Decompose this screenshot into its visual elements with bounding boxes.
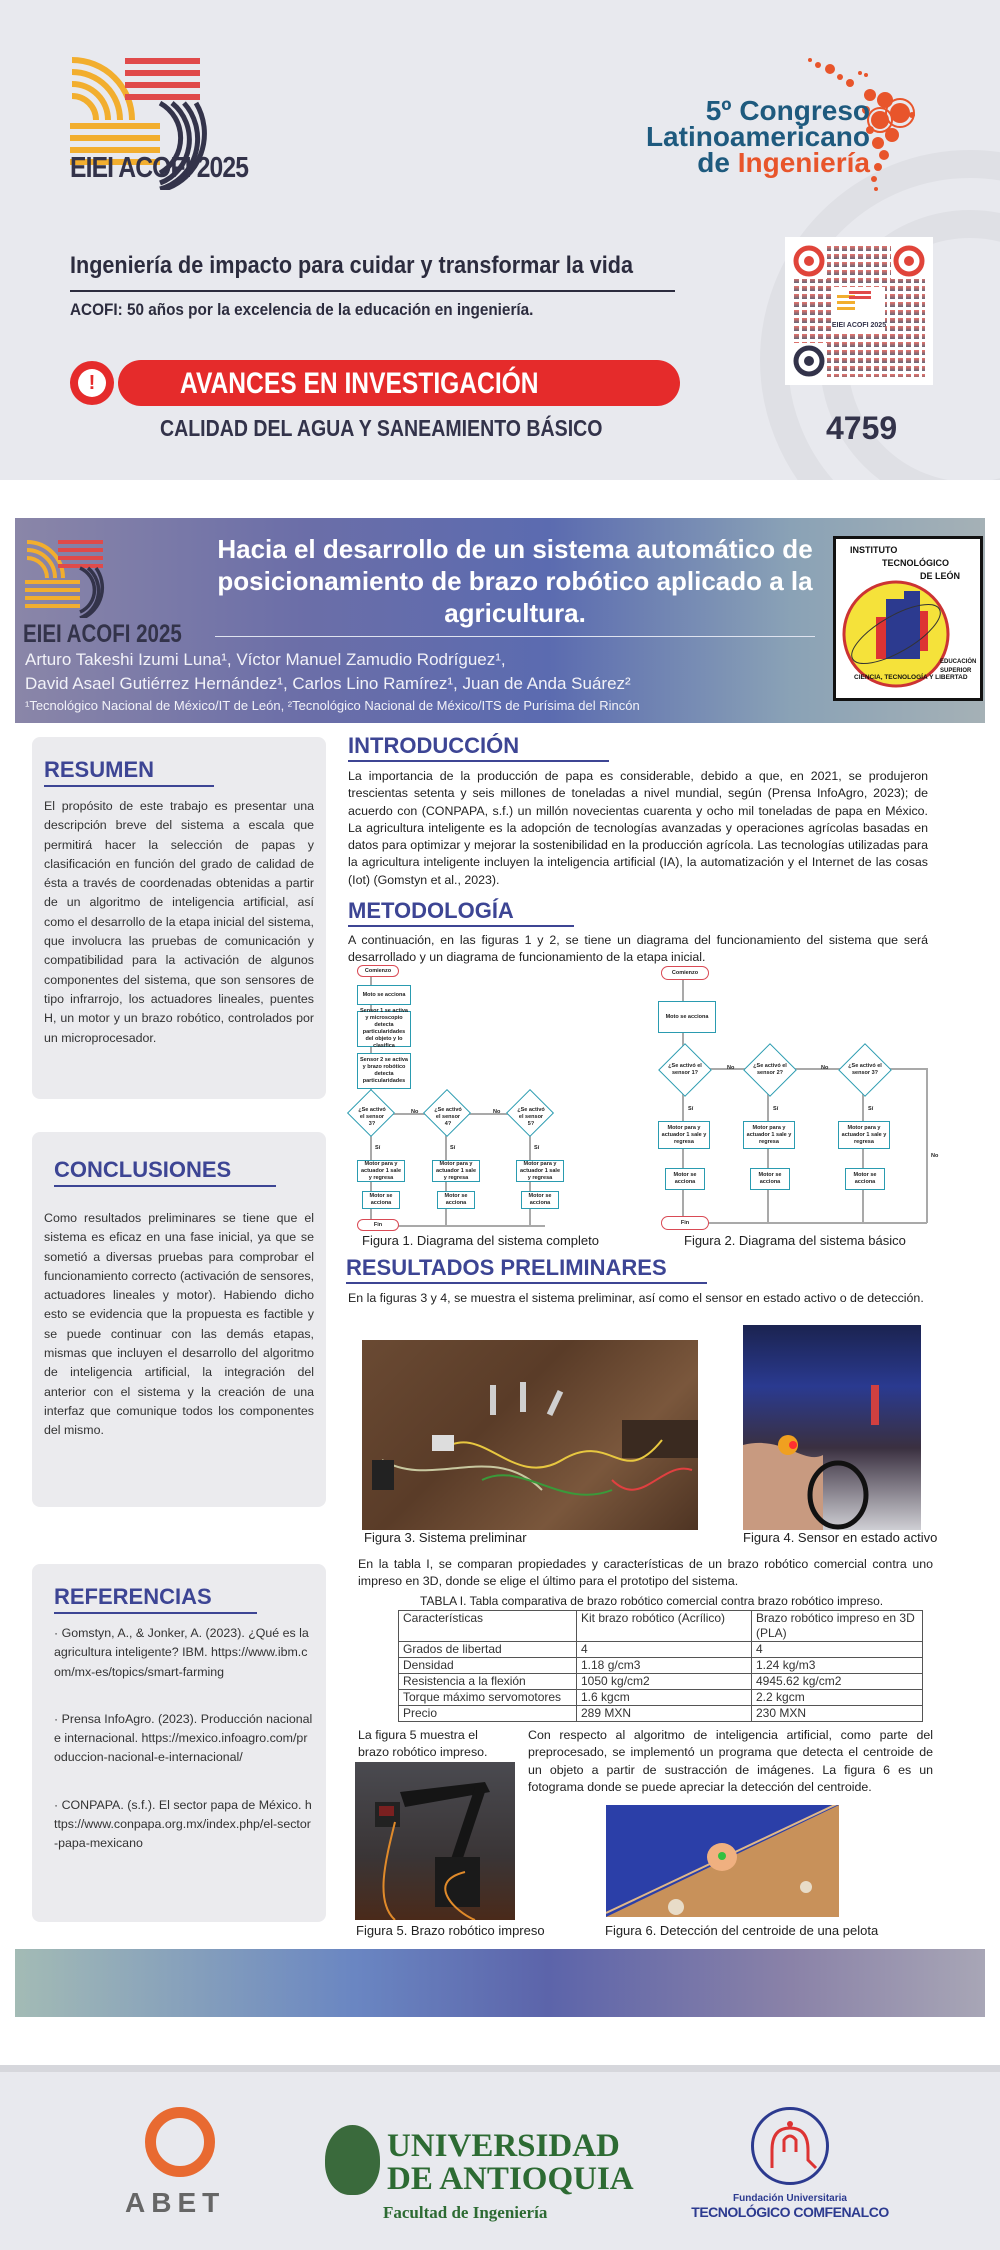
flow-step: Sensor 2 se activa y brazo robótico detecta particularidades: [357, 1053, 411, 1089]
congreso-line3-prefix: de: [697, 147, 730, 178]
udea-seal-icon: [325, 2125, 380, 2195]
flow-end: Fin: [357, 1219, 399, 1231]
table-cell: 230 MXN: [752, 1706, 923, 1722]
figure-5-intro: La figura 5 muestra el brazo robótico impreso.: [358, 1728, 488, 1760]
flow-decision-label: ¿Se activó el sensor 2?: [753, 1063, 787, 1076]
flow-decision-label: ¿Se activó el sensor 4?: [434, 1107, 462, 1127]
resultados-title: RESULTADOS PRELIMINARES: [346, 1255, 707, 1284]
resumen-text: El propósito de este trabajo es presentar una descripción breve del sistema a escala que permitirá hacer la selección de papas y clasificación en función del grado de calidad de ésta a través de coordenadas obtenidas a partir de un algoritmo de inteligencia artificial, así como el desarrollo de la etapa inicial del sistema, que involucra las pruebas de comunicación y compatibilidad para la activación de algunos componentes del sistema, que son sensores de tipo infrarrojo, los actuadores lineales, puentes H, un motor y un brazo robótico, controlados por un microprocesador.: [44, 799, 314, 1045]
flow-no-label: No: [821, 1065, 829, 1071]
flow-decision-label: ¿Se activó el sensor 3?: [848, 1063, 882, 1076]
flow-step: Motor se acciona: [665, 1168, 705, 1190]
figure-2-flowchart: [655, 963, 939, 1231]
flow-step: Motor para y actuador 1 sale y regresa: [516, 1160, 564, 1182]
itl-sub1: EDUCACIÓN: [940, 659, 977, 665]
conclusiones-card: [32, 1132, 326, 1507]
itl-line3: DE LEÓN: [920, 571, 961, 581]
congreso-line2: Latinoamericano: [645, 121, 870, 152]
ai-text: Con respecto al algoritmo de inteligencia artificial, como parte del preprocesado, se implementó un programa que detecta el centroide de un objeto a partir de sustracción de imágenes. La figura 6 es un fotograma donde se puede apreciar la detección del centroide.: [528, 1728, 933, 1794]
flow-no-label: No: [493, 1109, 501, 1115]
congreso-logo: [640, 95, 870, 178]
poster-id: 4759: [826, 410, 898, 446]
flow-step: Motor se acciona: [750, 1168, 790, 1190]
abet-ring-icon: [145, 2107, 215, 2177]
figure-4-caption: Figura 4. Sensor en estado activo: [743, 1530, 938, 1545]
figure-4-photo: [743, 1325, 921, 1530]
qr-code[interactable]: [785, 237, 933, 385]
flow-yes-label: Sí: [688, 1106, 694, 1112]
qr-logo-text: EIEI ACOFI 2025: [831, 322, 887, 329]
banner-logo-text: EIEI ACOFI 2025: [23, 620, 182, 648]
flow-yes-label: Sí: [450, 1145, 456, 1151]
flow-step: Moto se acciona: [357, 985, 411, 1005]
reference-item: · Prensa InfoAgro. (2023). Producción nacional e internacional. https://mexico.infoagro.com/produccion-nacional-e-internacional/: [54, 1711, 313, 1765]
comfenalco-small-text: Fundación Universitaria: [733, 2193, 847, 2204]
abet-text: ABET: [125, 2187, 226, 2218]
itl-seal-icon: [836, 539, 980, 698]
metodologia-title: METODOLOGÍA: [348, 898, 574, 927]
table-header-cell: Kit brazo robótico (Acrílico): [577, 1611, 752, 1642]
flow-step: Motor para y actuador 1 sale y regresa: [838, 1121, 890, 1149]
flow-no-label: No: [931, 1153, 939, 1159]
congreso-line3-highlight: Ingeniería: [737, 147, 870, 178]
table-row: [399, 1658, 923, 1674]
table-cell: 1.24 kg/m3: [752, 1658, 923, 1674]
flow-yes-label: Sí: [534, 1145, 540, 1151]
flow-end: Fin: [661, 1216, 709, 1230]
flow-decision-label: ¿Se activó el sensor 5?: [517, 1107, 545, 1127]
figure-1-caption: Figura 1. Diagrama del sistema completo: [362, 1233, 599, 1248]
figure-3-caption: Figura 3. Sistema preliminar: [364, 1530, 527, 1545]
track-label: AVANCES EN INVESTIGACIÓN: [180, 367, 539, 400]
poster-title: Hacia el desarrollo de un sistema automático de posicionamiento de brazo robótico aplicado a la agricultura.: [217, 534, 813, 628]
table-row: [399, 1690, 923, 1706]
congreso-line3: [640, 147, 870, 178]
udea-line2: DE ANTIOQUIA: [387, 2161, 634, 2197]
itl-line2: TECNOLÓGICO: [882, 558, 949, 568]
category-label: CALIDAD DEL AGUA Y SANEAMIENTO BÁSICO: [160, 415, 603, 441]
table-cell: Grados de libertad: [399, 1642, 577, 1658]
resumen-card: [32, 737, 326, 1099]
table-row: [399, 1706, 923, 1722]
divider: [70, 290, 675, 292]
comfenalco-big-text: TECNOLÓGICO COMFENALCO: [691, 2204, 889, 2220]
table-header-row: [399, 1611, 923, 1642]
table-cell: 4945.62 kg/cm2: [752, 1674, 923, 1690]
figure-3-photo: [362, 1340, 698, 1530]
flow-start: Comienzo: [357, 965, 399, 977]
comfenalco-icon: [751, 2107, 829, 2185]
metodologia-text: A continuación, en las figuras 1 y 2, se tiene un diagrama del funcionamiento del sistema que será desarrollado y un diagrama de funcionamiento de la etapa inicial.: [348, 933, 928, 965]
divider: [215, 636, 815, 637]
flow-no-label: No: [727, 1065, 735, 1071]
flow-decision-label: ¿Se activó el sensor 3?: [358, 1107, 386, 1127]
flow-yes-label: Sí: [868, 1106, 874, 1112]
sensor-photo-icon: [743, 1325, 921, 1530]
tagline: Ingeniería de impacto para cuidar y transformar la vida: [70, 252, 633, 279]
udea-line1: UNIVERSIDAD: [387, 2128, 620, 2164]
poster-header: [0, 0, 1000, 480]
figure-5-photo: [355, 1762, 515, 1920]
table-intro: En la tabla I, se comparan propiedades y características de un brazo robótico comercial contra uno impreso en 3D, donde se elige el último para el prototipo del sistema.: [358, 1557, 933, 1589]
flow-decision-label: ¿Se activó el sensor 1?: [668, 1063, 702, 1076]
sponsors-footer: [0, 2065, 1000, 2250]
centroid-detection-photo-icon: [606, 1805, 839, 1917]
figure-1-flowchart: [355, 963, 565, 1238]
table-caption: TABLA I. Tabla comparativa de brazo robótico comercial contra brazo robótico impreso.: [420, 1594, 884, 1608]
table-cell: Precio: [399, 1706, 577, 1722]
electronics-photo-icon: [362, 1340, 698, 1530]
table-cell: 289 MXN: [577, 1706, 752, 1722]
table-cell: 1.18 g/cm3: [577, 1658, 752, 1674]
flow-step: Motor se acciona: [845, 1168, 885, 1190]
event-logo-text: EIEI ACOFI 2025: [70, 152, 249, 184]
itl-line1: INSTITUTO: [850, 545, 898, 555]
table-cell: 4: [577, 1642, 752, 1658]
table-row: [399, 1674, 923, 1690]
introduccion-title: INTRODUCCIÓN: [348, 733, 609, 762]
conclusiones-text: Como resultados preliminares se tiene que el sistema es eficaz en una fase inicial, ya que se sometió a diversas pruebas para comprobar el funcionamiento correcto (activación de sensores, actuadores lineales y motor). Habiendo dicho esto se evidencia que la propuesta es factible y se puede continuar con las demás etapas, mismas que incluyen el desarrollo del algoritmo de inteligencia artificial, la integración del anterior con el sistema y la creación de una interfaz que comunique todos los componentes del mismo.: [44, 1211, 314, 1438]
comfenalco-logo: [690, 2107, 890, 2220]
table-cell: Densidad: [399, 1658, 577, 1674]
table-cell: 1.6 kgcm: [577, 1690, 752, 1706]
robotic-arm-photo-icon: [355, 1762, 515, 1920]
flow-yes-label: Sí: [375, 1145, 381, 1151]
udea-faculty: Facultad de Ingeniería: [383, 2203, 548, 2222]
table-cell: Resistencia a la flexión: [399, 1674, 577, 1690]
subtagline: ACOFI: 50 años por la excelencia de la educación en ingeniería.: [70, 300, 534, 319]
authors: [25, 648, 631, 696]
introduccion-text: La importancia de la producción de papa es considerable, debido a que, en 2021, se produjeron trescientas setenta y seis millones de toneladas a nivel mundial, según (Prensa InfoAgro, 2023); de acuerdo con (CONPAPA, s.f.) un millón novecientas cuarenta y ocho mil toneladas de papa en México. La agricultura inteligente es la adopción de tecnologías avanzadas y operaciones agrícolas basadas en datos para optimizar y mejorar la sostenibilidad en la producción agrícola. Las tecnologías utilizadas para la agricultura inteligente incluyen la inteligencia artificial (IA), la automatización y el Internet de las cosas (Iot) (Gomstyn et al., 2023).: [348, 769, 928, 887]
flow-step: Sensor 1 se activa y microscopio detecta particularidades del objeto y lo clasifica: [357, 1011, 411, 1047]
flow-step: Motor se acciona: [437, 1191, 475, 1209]
institution-logo: [833, 536, 983, 701]
affiliations: ¹Tecnológico Nacional de México/IT de León, ²Tecnológico Nacional de México/ITS de Purísima del Rincón: [25, 698, 640, 713]
eiei-acofi-logo-icon: [25, 538, 145, 618]
table-cell: Torque máximo servomotores: [399, 1690, 577, 1706]
table-cell: 2.2 kgcm: [752, 1690, 923, 1706]
abet-logo: [125, 2107, 225, 2219]
figure-2-caption: Figura 2. Diagrama del sistema básico: [684, 1233, 906, 1248]
referencias-title: REFERENCIAS: [54, 1584, 257, 1614]
figure-6-photo: [606, 1805, 839, 1917]
flow-no-label: No: [411, 1109, 419, 1115]
authors-line: Arturo Takeshi Izumi Luna¹, Víctor Manuel Zamudio Rodríguez¹,: [25, 650, 506, 669]
lightbulb-icon: !: [70, 361, 114, 405]
flow-yes-label: Sí: [773, 1106, 779, 1112]
flow-step: Motor para y actuador 1 sale y regresa: [658, 1121, 710, 1149]
table-header-cell: Brazo robótico impreso en 3D (PLA): [752, 1611, 923, 1642]
flow-step: Moto se acciona: [658, 1001, 716, 1033]
authors-line: David Asael Gutiérrez Hernández¹, Carlos Lino Ramírez¹, Juan de Anda Suárez²: [25, 674, 631, 693]
resultados-intro: En la figuras 3 y 4, se muestra el sistema preliminar, así como el sensor en estado activo o de detección.: [348, 1291, 924, 1305]
decorative-gradient-bar: [15, 1949, 985, 2017]
table-row: [399, 1642, 923, 1658]
flow-step: Motor para y actuador 1 sale y regresa: [432, 1160, 480, 1182]
figure-5-caption: Figura 5. Brazo robótico impreso: [356, 1923, 545, 1938]
referencias-card: [32, 1564, 326, 1922]
qr-code-icon: [793, 245, 925, 377]
title-banner: [15, 518, 985, 723]
table-header-cell: Características: [399, 1611, 577, 1642]
itl-motto: CIENCIA, TECNOLOGÍA Y LIBERTAD: [854, 674, 968, 681]
table-cell: 4: [752, 1642, 923, 1658]
table-cell: 1050 kg/cm2: [577, 1674, 752, 1690]
reference-item: · Gomstyn, A., & Jonker, A. (2023). ¿Qué es la agricultura inteligente? IBM. https://www.ibm.com/mx-es/topics/smart-farming: [54, 1626, 309, 1679]
conclusiones-title: CONCLUSIONES: [54, 1157, 276, 1187]
reference-item: · CONPAPA. (s.f.). El sector papa de México. https://www.conpapa.org.mx/index.php/el-sector-papa-mexicano: [54, 1797, 312, 1851]
resumen-title: RESUMEN: [44, 757, 214, 787]
flow-step: Motor para y actuador 1 sale y regresa: [357, 1160, 405, 1182]
congreso-line1: 5º Congreso: [705, 95, 870, 126]
flow-step: Motor se acciona: [521, 1191, 559, 1209]
flow-start: Comienzo: [661, 966, 709, 980]
comparison-table: [398, 1610, 923, 1722]
figure-6-caption: Figura 6. Detección del centroide de una pelota: [605, 1923, 879, 1938]
itl-sub2: SUPERIOR: [940, 668, 972, 674]
flow-step: Motor se acciona: [362, 1191, 400, 1209]
flow-step: Motor para y actuador 1 sale y regresa: [743, 1121, 795, 1149]
